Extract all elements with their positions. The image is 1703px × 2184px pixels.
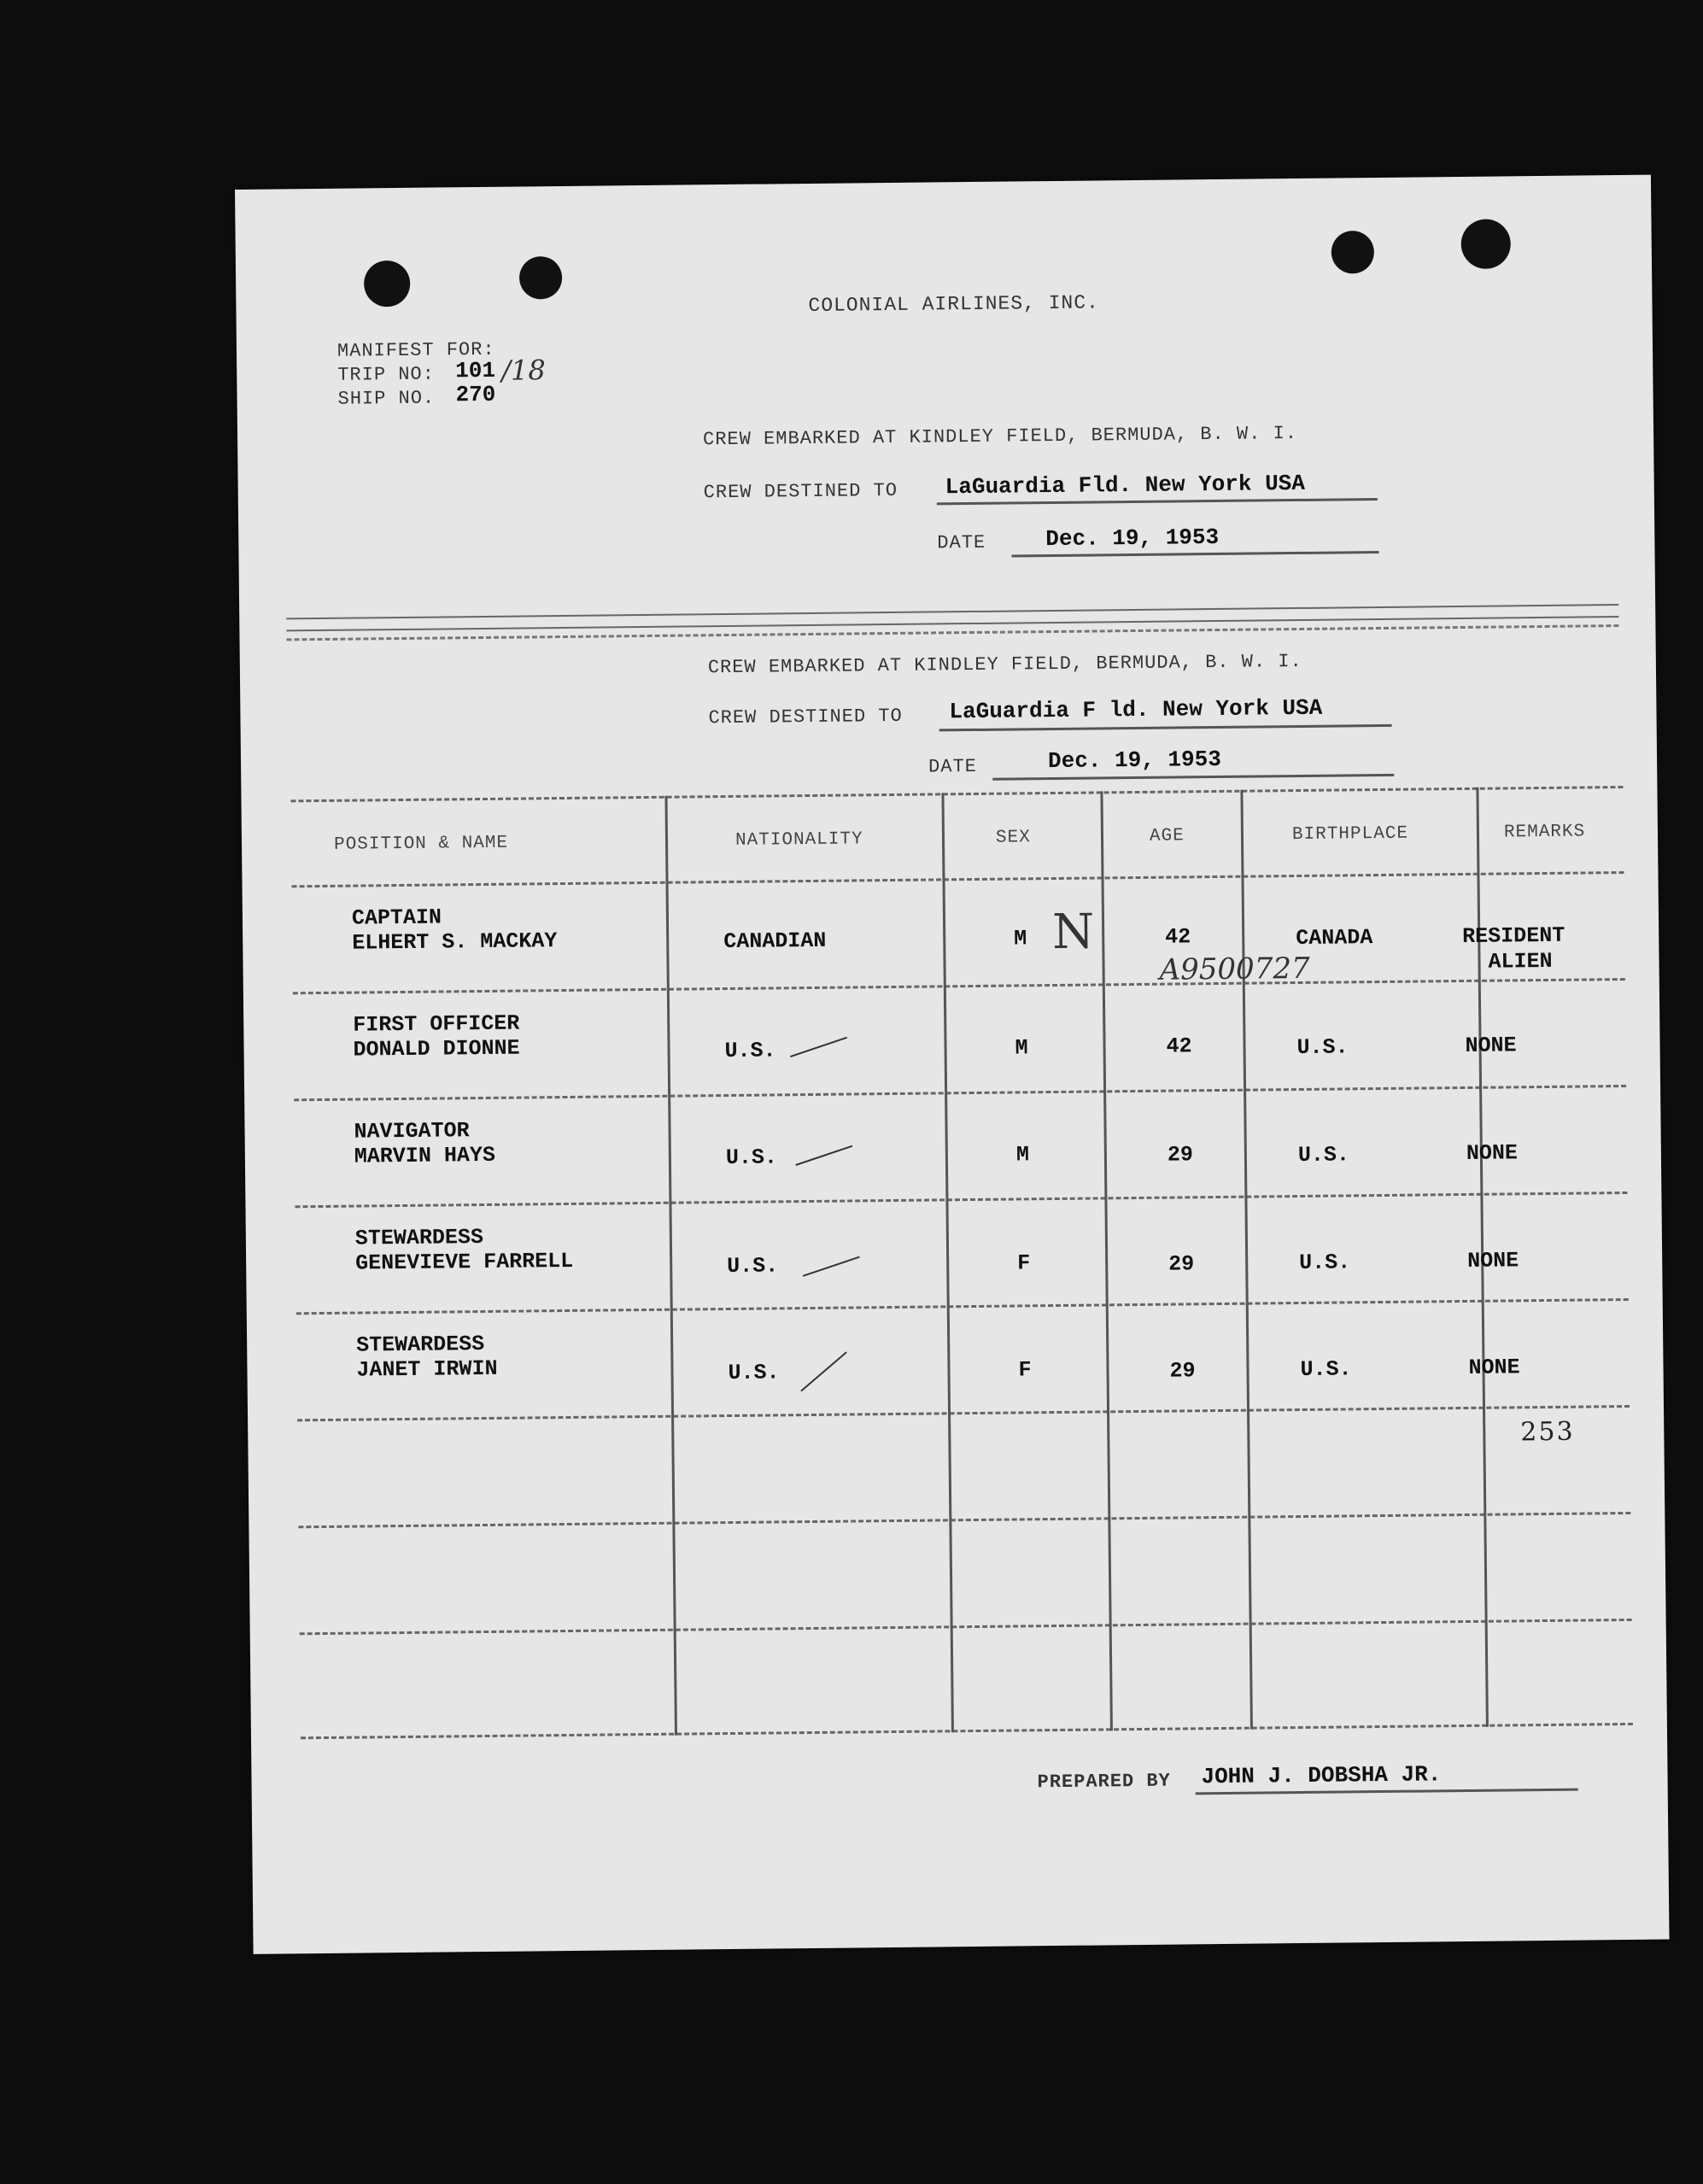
company-name: COLONIAL AIRLINES, INC. [808,291,1100,317]
destined-label: CREW DESTINED TO [708,705,903,729]
ship-label: SHIP NO. [337,387,436,410]
punch-hole [364,261,411,307]
position: STEWARDESS [354,1225,484,1251]
punch-hole [519,256,563,300]
remarks: NONE [1468,1355,1520,1380]
date-label: DATE [928,755,978,778]
stamped-page-number: 253 [1520,1416,1575,1448]
check-mark [790,1037,847,1057]
punch-hole [1460,219,1511,269]
nationality: U.S. [727,1253,779,1279]
header-nationality: NATIONALITY [734,829,863,851]
header-birthplace: BIRTHPLACE [1291,823,1409,846]
header-sex: SEX [995,828,1031,848]
age: 42 [1166,1033,1192,1059]
manifest-page [235,175,1670,1954]
age: 42 [1165,924,1191,950]
check-mark [795,1145,852,1166]
remarks: NONE [1465,1033,1517,1058]
age: 29 [1169,1358,1196,1384]
embarked-line: CREW EMBARKED AT KINDLEY FIELD, BERMUDA, B. W. I. [707,650,1302,679]
remarks: RESIDENT [1462,922,1565,949]
handwritten-sex-mark: N [1051,904,1095,961]
trip-handwritten-note: /18 [501,354,546,387]
remarks-continued: ALIEN [1488,948,1553,975]
header-remarks: REMARKS [1503,822,1586,843]
sex: F [1018,1357,1032,1383]
destined-value: LaGuardia F ld. New York USA [949,694,1323,725]
crew-table [290,786,1632,1739]
destined-label: CREW DESTINED TO [703,479,898,504]
birthplace: U.S. [1299,1250,1351,1276]
destined-value: LaGuardia Fld. New York USA [945,470,1306,501]
birthplace: U.S. [1297,1142,1350,1168]
sex: M [1015,1035,1028,1061]
position: STEWARDESS [356,1332,485,1358]
crew-name: DONALD DIONNE [353,1035,520,1063]
position: NAVIGATOR [354,1118,470,1145]
birthplace: U.S. [1296,1034,1349,1061]
remarks: NONE [1466,1140,1519,1166]
age: 29 [1167,1142,1194,1168]
date-value: Dec. 19, 1953 [1045,524,1220,553]
punch-hole [1331,231,1375,274]
nationality: U.S. [725,1145,778,1171]
header-age: AGE [1149,826,1185,846]
position: FIRST OFFICER [353,1010,520,1038]
sex: M [1014,926,1027,951]
trip-label: TRIP NO: [337,363,436,386]
crew-name: GENEVIEVE FARRELL [355,1248,574,1276]
crew-name: JANET IRWIN [356,1355,498,1383]
header-position-name: POSITION & NAME [333,833,509,855]
nationality: CANADIAN [723,928,827,955]
prepared-by-label: PREPARED BY [1037,1770,1171,1794]
birthplace: U.S. [1300,1356,1352,1383]
trip-number: 101 [455,357,496,384]
embarked-line: CREW EMBARKED AT KINDLEY FIELD, BERMUDA, B. W. I. [702,422,1298,451]
birthplace: CANADA [1296,925,1373,951]
crew-name: ELHERT S. MACKAY [352,928,558,956]
nationality: U.S. [724,1038,776,1064]
handwritten-registration-number: A9500727 [1159,951,1310,987]
sex: M [1015,1142,1030,1168]
crew-name: MARVIN HAYS [354,1142,496,1169]
sex: F [1017,1250,1031,1276]
date-label: DATE [937,531,986,554]
nationality: U.S. [728,1360,780,1386]
remarks: NONE [1467,1248,1519,1274]
check-mark [803,1256,860,1277]
ship-number: 270 [455,381,496,408]
age: 29 [1168,1251,1195,1277]
position: CAPTAIN [351,905,442,931]
check-mark [800,1351,846,1391]
prepared-by-name: JOHN J. DOBSHA JR. [1201,1761,1442,1790]
date-value: Dec. 19, 1953 [1047,746,1222,775]
manifest-label: MANIFEST FOR: [337,338,495,362]
